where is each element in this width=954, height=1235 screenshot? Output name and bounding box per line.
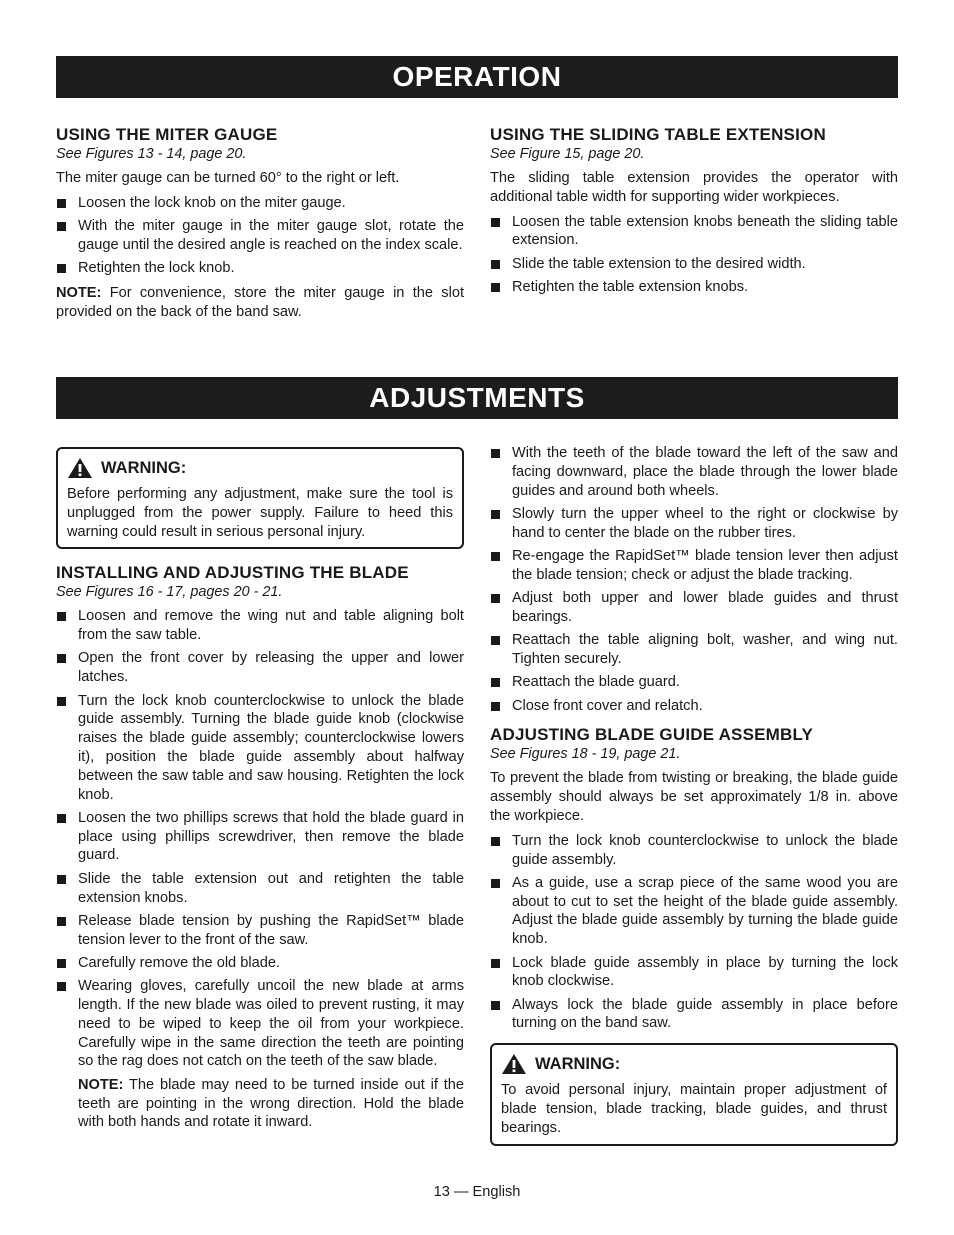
list-item: Open the front cover by releasing the upper and lower latches. [56, 649, 464, 687]
warning-title [67, 457, 453, 479]
list-item: Loosen the two phillips screws that hold the blade guard in place using phillips screwdriver, then remove the blade guard. [56, 809, 464, 865]
warning-title [501, 1053, 887, 1075]
bullet-list [56, 194, 464, 278]
section-heading: USING THE MITER GAUGE [56, 125, 278, 144]
note-label: NOTE: [78, 1076, 124, 1093]
warning-box [490, 1043, 898, 1145]
adjustments-banner: ADJUSTMENTS [56, 377, 898, 419]
warning-triangle-icon [501, 1053, 527, 1075]
list-item: Reattach the blade guard. [490, 673, 898, 692]
page-footer: 13 — English [433, 1184, 521, 1200]
warning-label: WARNING: [101, 458, 187, 477]
list-item: With the teeth of the blade toward the left of the saw and facing downward, place the blade through the lower blade guides and around both wheels. [490, 444, 898, 500]
figure-reference: See Figures 18 - 19, page 21. [490, 746, 681, 763]
list-item: Slide the table extension to the desired width. [490, 255, 898, 274]
note-text: The blade may need to be turned inside out if the teeth are pointing in the wrong direction. Hold the blade with both hands and rotate it inward. [78, 1076, 464, 1131]
operation-banner: OPERATION [56, 56, 898, 98]
sliding-table-section [490, 125, 898, 303]
warning-triangle-icon [67, 457, 93, 479]
list-item: Loosen the lock knob on the miter gauge. [56, 194, 464, 213]
section-heading: INSTALLING AND ADJUSTING THE BLADE [56, 563, 409, 583]
adjustments-right-column [490, 444, 898, 1146]
list-item: Slowly turn the upper wheel to the right or clockwise by hand to center the blade on the rubber tires. [490, 505, 898, 543]
bullet-list [56, 607, 464, 1071]
list-item: Turn the lock knob counterclockwise to unlock the blade guide assembly. [490, 832, 898, 870]
list-item: With the miter gauge in the miter gauge slot, rotate the gauge until the desired angle is reached on the index scale. [56, 217, 464, 255]
warning-label: WARNING: [535, 1054, 621, 1073]
list-item: Retighten the lock knob. [56, 259, 464, 278]
paragraph: The sliding table extension provides the operator with additional table width for supporting wider workpieces. [490, 170, 898, 205]
bullet-list [490, 213, 898, 297]
list-item: Loosen and remove the wing nut and table aligning bolt from the saw table. [56, 607, 464, 645]
list-item: Adjust both upper and lower blade guides and thrust bearings. [490, 589, 898, 627]
section-heading: ADJUSTING BLADE GUIDE ASSEMBLY [490, 725, 814, 745]
list-item: Release blade tension by pushing the RapidSet™ blade tension lever to the front of the saw. [56, 912, 464, 950]
list-item: Re-engage the RapidSet™ blade tension lever then adjust the blade tension; check or adjust the blade tracking. [490, 547, 898, 585]
note [56, 284, 464, 322]
paragraph: To prevent the blade from twisting or breaking, the blade guide assembly should always be set approximately 1/8 in. above the workpiece. [490, 770, 898, 824]
figure-reference: See Figures 13 - 14, page 20. [56, 146, 247, 162]
list-item: Slide the table extension out and retighten the table extension knobs. [56, 870, 464, 908]
adjustments-left-column [56, 447, 464, 1132]
list-item: Close front cover and relatch. [490, 697, 898, 716]
figure-reference: See Figures 16 - 17, pages 20 - 21. [56, 584, 283, 601]
list-item: Always lock the blade guide assembly in place before turning on the band saw. [490, 996, 898, 1034]
warning-text: To avoid personal injury, maintain proper adjustment of blade tension, blade tracking, blade guides, and thrust bearings. [501, 1082, 887, 1136]
list-item: Wearing gloves, carefully uncoil the new blade at arms length. If the new blade was oiled to prevent rusting, it may need to be wiped to keep the oil from your workpiece. Carefully wipe in the same direction the teeth are pointing so the rag does not catch on the teeth of the saw blade. [56, 977, 464, 1071]
note-text: For convenience, store the miter gauge in the slot provided on the back of the band saw. [56, 284, 464, 320]
warning-text: Before performing any adjustment, make sure the tool is unplugged from the power supply. Failure to heed this warning could result in serious personal injury. [67, 486, 453, 540]
list-item: Turn the lock knob counterclockwise to unlock the blade guide assembly. Turning the blade guide knob (clockwise raises the blade guide assembly; counterclockwise lowers it), position the blade guide assembly about halfway between the saw table and saw housing. Retighten the lock knob. [56, 692, 464, 805]
list-item: Loosen the table extension knobs beneath the sliding table extension. [490, 213, 898, 251]
figure-reference: See Figure 15, page 20. [490, 146, 645, 162]
section-heading: USING THE SLIDING TABLE EXTENSION [490, 125, 826, 144]
list-item: Lock blade guide assembly in place by turning the lock knob clockwise. [490, 954, 898, 992]
list-item: Retighten the table extension knobs. [490, 278, 898, 297]
bullet-list [490, 832, 898, 1033]
list-item: Reattach the table aligning bolt, washer, and wing nut. Tighten securely. [490, 631, 898, 669]
note-label: NOTE: [56, 284, 102, 301]
paragraph: The miter gauge can be turned 60° to the right or left. [56, 170, 400, 186]
warning-box [56, 447, 464, 549]
note [56, 1076, 464, 1132]
bullet-list [490, 444, 898, 715]
miter-gauge-section [56, 125, 464, 328]
list-item: As a guide, use a scrap piece of the same wood you are about to cut to set the height of the blade guide assembly. Adjust the blade guide assembly by turning the blade guide knob. [490, 874, 898, 949]
list-item: Carefully remove the old blade. [56, 954, 464, 973]
